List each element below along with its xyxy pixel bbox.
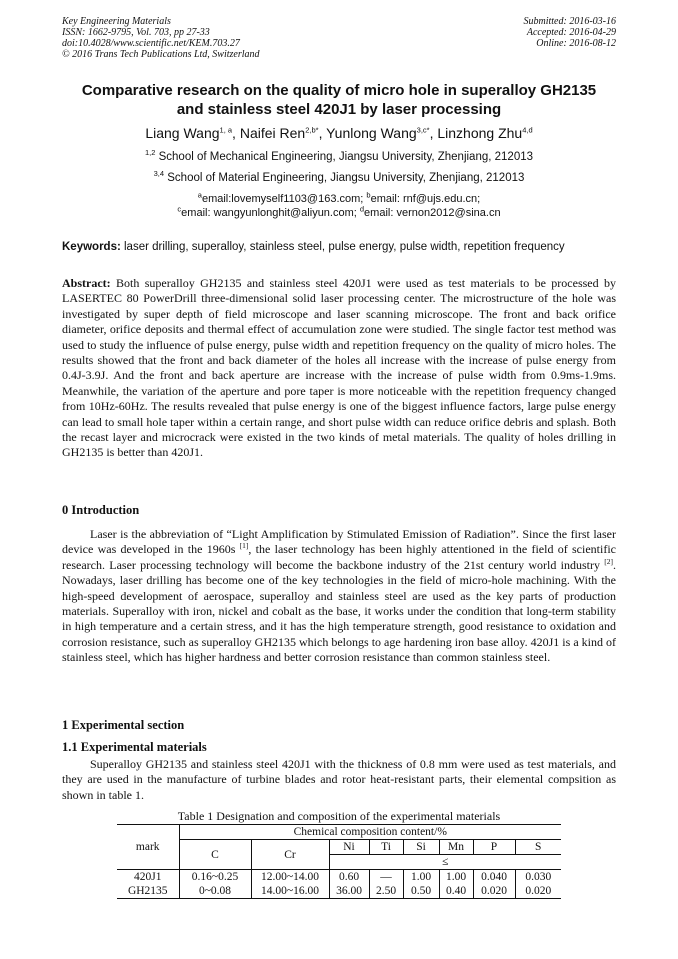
keywords <box>62 240 616 254</box>
table-cell: 36.00 <box>329 884 369 899</box>
table-col-header: Ti <box>369 840 403 855</box>
table-cell: 1.00 <box>403 870 439 885</box>
intro-paragraph <box>62 527 616 666</box>
table-header-mark: mark <box>117 825 179 870</box>
email-text[interactable]: email: rnf@ujs.edu.cn; <box>370 193 481 205</box>
materials-paragraph: Superalloy GH2135 and stainless steel 420J1 with the thickness of 0.8 mm were used as test materials, and they are used in the manufacture of turbine blades and rotor heat-resistant parts, their elemental compsition as shown in table 1. <box>62 757 616 802</box>
author-name: Liang Wang <box>145 125 220 141</box>
table-col-header: P <box>473 840 515 855</box>
online-date: Online: 2016-08-12 <box>536 38 616 49</box>
table-cell: 12.00~14.00 <box>251 870 329 885</box>
table-col-header: Cr <box>251 840 329 870</box>
table-cell: 0.020 <box>473 884 515 899</box>
email-line <box>20 204 658 220</box>
table-cell: 0.60 <box>329 870 369 885</box>
subsection-heading: 1.1 Experimental materials <box>62 740 207 754</box>
intro-text: , the laser technology has been highly attentioned in the field of scientific research. Laser processing technology will become the backbone industry of the 21st century world industry <box>62 542 616 572</box>
table-cell: 2.50 <box>369 884 403 899</box>
author-name: Naifei Ren <box>239 125 306 141</box>
table-col-header: C <box>179 840 251 870</box>
paper-title <box>40 81 638 119</box>
table-cell: 14.00~16.00 <box>251 884 329 899</box>
section-heading: 1 Experimental section <box>62 718 185 732</box>
email-text[interactable]: email:lovemyself1103@163.com; <box>201 193 367 205</box>
email-sup: a <box>197 190 202 200</box>
email-sup: b <box>366 190 371 200</box>
affiliation-text: School of Material Engineering, Jiangsu University, Zhenjiang, 212013 <box>167 172 525 184</box>
accepted-date: Accepted: 2016-04-29 <box>526 27 616 38</box>
table-cell-mark: 420J1 <box>117 870 179 885</box>
table-caption: Table 1 Designation and composition of the experimental materials <box>177 809 501 823</box>
author-list: Liang Wang$^{1, a}$, Naifei Ren$^{2,b*}$, Yunlong Wang$^{3,c*}$, Linzhong Zhu$^{4,d}$ <box>145 125 533 141</box>
affiliation-sup: 3,4 <box>153 169 165 179</box>
citation-ref[interactable]: [2] <box>604 556 613 566</box>
intro-text: Laser is the abbreviation of “Light Amplification by Stimulated Emission of Radiation”. Since the first laser device was developed in the 1960s <box>62 527 616 557</box>
publication-dates <box>524 16 617 49</box>
table-cell-mark: GH2135 <box>117 884 179 899</box>
affiliation-sup: 1,2 <box>144 148 156 158</box>
table-col-header: Mn <box>439 840 473 855</box>
table-cell: 0~0.08 <box>179 884 251 899</box>
title-line-1: Comparative research on the quality of micro hole in superalloy GH2135 <box>81 82 597 99</box>
section-heading: 0 Introduction <box>62 503 140 517</box>
table-cell: 0.50 <box>403 884 439 899</box>
citation-ref[interactable]: [1] <box>239 541 249 551</box>
intro-text: . Nowadays, laser drilling has become one of the key technologies in the field of micro-hole machining. With the high-speed development of aerospace, superalloy and stainless steel are used as the key parts of production materials. Superalloy with iron, nickel and cobalt as the base, it works under the condition that long-term stability in high temperature and a certain stress, and it has the high temperature strength, good resistance to oxidation and corrosion resistance, such as superalloy GH2135 which belongs to age hardening iron base alloy. 420J1 is a kind of stainless steel, which has higher hardness and better corrosion resistance than common stainless steel. <box>62 557 616 665</box>
table-cell: 0.030 <box>515 870 561 885</box>
title-line-2: and stainless steel 420J1 by laser processing <box>176 101 502 118</box>
composition-table <box>117 824 561 899</box>
journal-info <box>62 16 260 60</box>
journal-name: Key Engineering Materials <box>62 16 171 27</box>
author-sup: 4,d <box>522 125 533 135</box>
copyright: © 2016 Trans Tech Publications Ltd, Switzerland <box>62 49 260 60</box>
table-col-header: Si <box>403 840 439 855</box>
affiliation <box>20 150 658 164</box>
doi[interactable]: doi:10.4028/www.scientific.net/KEM.703.27 <box>62 38 240 49</box>
table-cell: 0.16~0.25 <box>179 870 251 885</box>
table-cell: 0.040 <box>473 870 515 885</box>
table-le-symbol: ≤ <box>329 855 561 870</box>
abstract-label: Abstract: <box>62 276 111 290</box>
submitted-date: Submitted: 2016-03-16 <box>523 16 616 27</box>
table-cell: — <box>369 870 403 885</box>
email-text[interactable]: email: vernon2012@sina.cn <box>364 207 501 219</box>
issn: ISSN: 1662-9795, Vol. 703, pp 27-33 <box>62 27 210 38</box>
email-text[interactable]: email: wangyunlonghit@aliyun.com; <box>181 207 360 219</box>
table-cell: 0.020 <box>515 884 561 899</box>
table-group-header: Chemical composition content/% <box>179 825 561 840</box>
keywords-label: Keywords: <box>62 241 121 253</box>
table-row <box>117 884 561 899</box>
email-sup: d <box>359 204 365 214</box>
abstract-text: Both superalloy GH2135 and stainless steel 420J1 were used as test materials to be processed by LASERTEC 80 PowerDrill three-dimensional solid laser processing center. The microstructure of the hole was investigated by super depth of field microscope and laser scanning microscope. The front and back orifice diameter, orifice deposits and thermal effect of accumulation zone were studied. The single factor test method was used to study the influence of pulse energy, pulse width and repetition frequency on the quality of micro holes. The results showed that the front and back diameter of the holes all increase with the increase of pulse energy from 0.4J-3.9J. And the front and back aperture are increase with the increase of pulse width from 0.9ms-1.9ms. Meanwhile, the variation of the aperture and pore taper is more noticeable with the repetition frequency changed from 10Hz-60Hz. The results revealed that pulse energy is one of the biggest influence factors, large pulse energy can lead to small hole taper within a certain range, and short pulse width can reduce orifice debris and splash. Both the recast layer and microcrack were existed in the two kinds of metal materials. The quality of holes drilling in GH2135 is better than 420J1. <box>62 276 616 460</box>
affiliation <box>20 171 658 185</box>
affiliation-text: School of Mechanical Engineering, Jiangsu University, Zhenjiang, 212013 <box>158 151 534 163</box>
table-cell: 1.00 <box>439 870 473 885</box>
author-name: Linzhong Zhu <box>437 125 523 141</box>
author-sup: 2,b* <box>305 125 319 135</box>
table-cell: 0.40 <box>439 884 473 899</box>
author-sup: 1, a <box>219 125 233 135</box>
keywords-text: laser drilling, superalloy, stainless steel, pulse energy, pulse width, repetition frequency <box>120 241 565 253</box>
email-sup: c <box>177 204 182 214</box>
author-sup: 3,c* <box>416 125 430 135</box>
abstract <box>62 276 616 461</box>
table-row <box>117 870 561 885</box>
author-name: Yunlong Wang <box>326 125 417 141</box>
table-col-header: Ni <box>329 840 369 855</box>
email-line <box>20 190 658 206</box>
table-col-header: S <box>515 840 561 855</box>
